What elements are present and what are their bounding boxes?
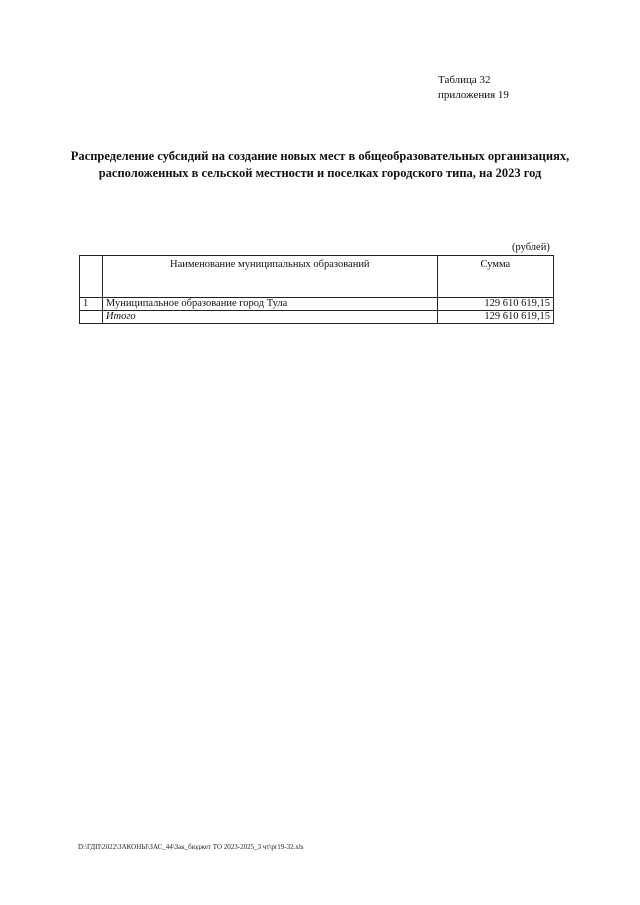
total-label: Итого	[102, 311, 437, 324]
row-sum: 129 610 619,15	[437, 298, 553, 311]
appendix-label: приложения 19	[438, 89, 509, 101]
total-row	[80, 311, 554, 324]
footer-file-path: D:\ГДП\2022\ЗАКОНЫ\ЗАС_44\Зак_бюджет ТО 2023-2025_3 чт\pr19-32.xls	[78, 843, 304, 851]
row-name: Муниципальное образование город Тула	[102, 298, 437, 311]
row-number: 1	[80, 298, 103, 311]
total-number-cell	[80, 311, 103, 324]
table-row	[80, 298, 554, 311]
column-header-sum: Сумма	[437, 256, 553, 298]
units-label: (рублей)	[512, 242, 550, 253]
column-header-number	[80, 256, 103, 298]
table-header-row	[80, 256, 554, 298]
subsidy-table	[79, 255, 554, 324]
document-title: Распределение субсидий на создание новых мест в общеобразовательных организациях, расположенных в сельской местности и поселках городского типа, на 2023 год	[70, 149, 570, 180]
table-reference	[438, 73, 509, 103]
total-sum: 129 610 619,15	[437, 311, 553, 324]
column-header-name: Наименование муниципальных образований	[102, 256, 437, 298]
table-number-label: Таблица 32	[438, 74, 491, 86]
